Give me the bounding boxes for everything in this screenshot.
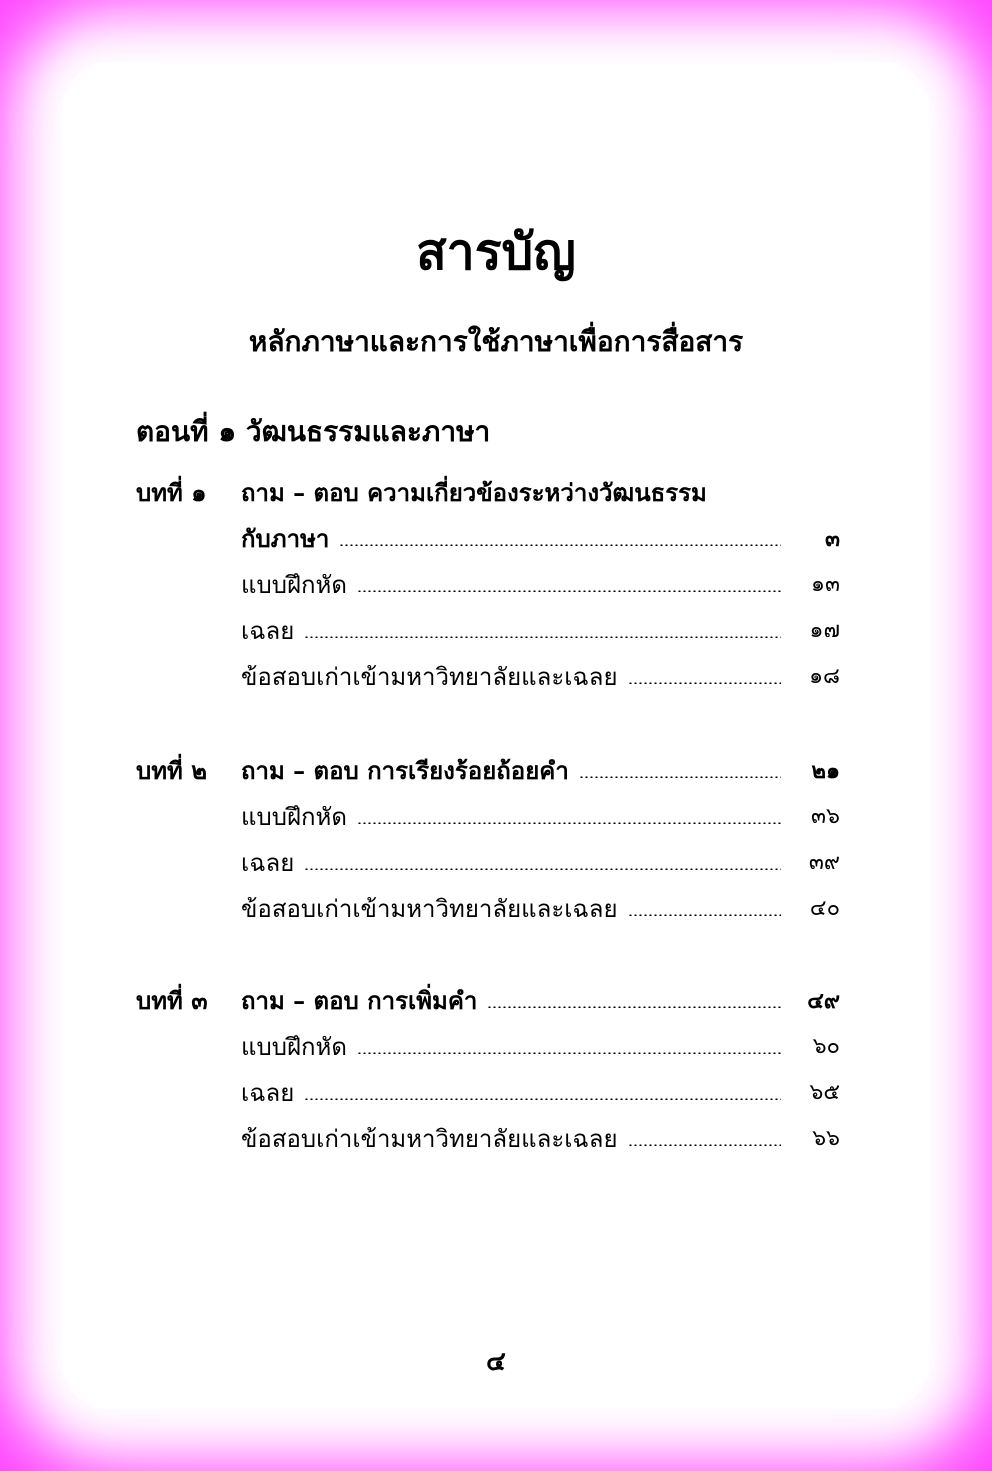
toc-page-number: ๑๓ <box>810 572 840 597</box>
page-number: ๔ <box>486 1347 506 1377</box>
toc-entry[interactable] <box>0 1024 992 1070</box>
toc-page-number: ๓๙ <box>808 850 840 875</box>
toc-leader <box>241 886 781 932</box>
leader-dots <box>304 636 781 638</box>
entry-title: เฉลย <box>241 1079 295 1107</box>
entry-title: แบบฝึกหัด <box>241 571 347 599</box>
leader-dots <box>628 914 781 916</box>
section-heading: ตอนที่ ๑ วัฒนธรรมและภาษา <box>136 415 491 448</box>
toc-leader <box>241 978 781 1024</box>
leader-dots <box>357 590 781 592</box>
toc-leader <box>241 654 781 700</box>
toc-page-number: ๖๐ <box>812 1034 840 1059</box>
toc-entry[interactable] <box>0 1116 992 1162</box>
toc-entry[interactable] <box>0 1070 992 1116</box>
leader-dots <box>487 1006 781 1008</box>
toc-leader <box>241 748 781 794</box>
leader-dots <box>339 544 781 546</box>
toc-page-number: ๒๑ <box>811 758 840 784</box>
toc-page-number: ๖๕ <box>809 1080 840 1105</box>
leader-dots <box>304 868 781 870</box>
toc-leader <box>241 840 781 886</box>
page-subtitle: หลักภาษาและการใช้ภาษาเพื่อการสื่อสาร <box>248 325 744 358</box>
toc-entry[interactable] <box>0 562 992 608</box>
leader-dots <box>357 1052 781 1054</box>
entry-title: แบบฝึกหัด <box>241 803 347 831</box>
toc-page-number: ๔๐ <box>809 896 840 921</box>
toc-chapter-2-heading[interactable] <box>0 748 992 794</box>
toc-chapter-3-heading[interactable] <box>0 978 992 1024</box>
chapter-title-cont: กับภาษา <box>241 524 330 553</box>
toc-leader <box>241 562 781 608</box>
toc-leader <box>241 1070 781 1116</box>
toc-page-number: ๑๘ <box>809 664 840 689</box>
toc-entry[interactable] <box>0 608 992 654</box>
entry-title: ข้อสอบเก่าเข้ามหาวิทยาลัยและเฉลย <box>241 895 618 923</box>
toc-entry[interactable] <box>0 654 992 700</box>
toc-leader <box>241 794 781 840</box>
page-title: สารบัญ <box>416 222 576 281</box>
leader-dots <box>357 822 781 824</box>
toc-entry[interactable] <box>0 794 992 840</box>
toc-page-number: ๖๖ <box>812 1126 840 1151</box>
chapter-label: บทที่ ๓ <box>136 986 208 1015</box>
leader-dots <box>628 1144 781 1146</box>
chapter-title: ถาม – ตอบ การเพิ่มคำ <box>241 986 478 1015</box>
toc-chapter-1-heading <box>0 470 992 516</box>
chapter-label: บทที่ ๑ <box>136 478 207 507</box>
toc-leader <box>241 1024 781 1070</box>
leader-dots <box>628 682 781 684</box>
entry-title: ข้อสอบเก่าเข้ามหาวิทยาลัยและเฉลย <box>241 1125 618 1153</box>
entry-title: ข้อสอบเก่าเข้ามหาวิทยาลัยและเฉลย <box>241 663 618 691</box>
leader-dots <box>304 1098 781 1100</box>
chapter-title: ถาม – ตอบ ความเกี่ยวข้องระหว่างวัฒนธรรม <box>241 478 707 507</box>
toc-entry[interactable] <box>0 840 992 886</box>
toc-page-number: ๓๖ <box>810 804 840 829</box>
toc-leader <box>241 1116 781 1162</box>
toc-page-number: ๔๙ <box>807 988 840 1014</box>
chapter-title: ถาม – ตอบ การเรียงร้อยถ้อยคำ <box>241 756 569 785</box>
leader-dots <box>579 776 781 778</box>
toc-leader <box>241 608 781 654</box>
toc-page-number: ๑๗ <box>809 618 840 643</box>
toc-page-number: ๓ <box>824 526 840 552</box>
chapter-label: บทที่ ๒ <box>136 756 208 785</box>
toc-entry[interactable] <box>0 886 992 932</box>
entry-title: เฉลย <box>241 849 295 877</box>
entry-title: เฉลย <box>241 617 295 645</box>
toc-leader <box>241 516 781 562</box>
entry-title: แบบฝึกหัด <box>241 1033 347 1061</box>
toc-chapter-1-entry[interactable] <box>0 516 992 562</box>
